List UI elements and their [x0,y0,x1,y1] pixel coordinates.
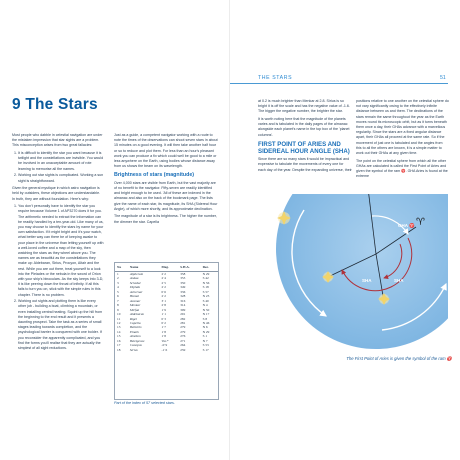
table-cell: 5 [117,289,119,294]
table-cell: 10 [117,312,121,317]
table-body [115,272,218,353]
table-cell: 309 [180,307,186,312]
table-cell: N 56 [202,280,210,285]
table-cell: 358 [180,272,186,276]
sha-label-left: SHA [362,278,372,283]
table-cell: 291 [180,312,186,317]
table-cell: 0·2 [161,320,167,325]
table-cell: 6 [117,294,119,299]
table-cell: 279 [180,329,186,334]
table-cell: Bellatrix [129,325,142,330]
table-cell: 271 [180,338,186,343]
table-cell: 1·8 [161,329,167,334]
table-cell: 8 [117,303,119,308]
table-caption: Part of the index of 57 selected stars. [114,401,175,405]
table-cell: 7 [117,298,119,303]
table-cell: S 53 [202,343,209,348]
table-cell: Mirfak [129,307,140,312]
figure-caption: The First Point of Aries is given the symbol of the ram ♈ [346,356,452,361]
table-cell: -0·9 [161,343,168,348]
table-cell: S 40 [202,298,209,303]
reason-item: 2. Working out sights and plotting them is like every other job - building a boat, climbing a mountain, or even installing central heating. Squint up the hill from the beginning to the end result and it presents a daunting prospect. Take the task as a series of small stages leading towards completion, and the psychological barrier is conquered with one bolder. If you reconsider the apparently complicated, and you find the forms you'll realise that they are actually the simplest of all sight reductions. [18,299,104,351]
table-cell: N 29 [202,272,210,276]
table-cell: S 42 [202,276,209,281]
table-cell: 353 [180,276,186,281]
table-cell: 349 [180,285,186,290]
table-cell: Var.* [161,338,169,343]
table-cell: N 6 [202,325,208,330]
fallacy-item: 2. Working out star sights is complicated. Working a sun sight is straightforward. [18,173,104,183]
column-header: S.H.A. [178,263,200,272]
table-cell: S 18 [202,285,209,290]
table-cell: 2·2 [161,294,167,299]
gha-aries-label: GHA ♈ [398,223,415,228]
chapter-title: 9 The Stars [12,96,98,113]
running-head-rule [230,83,448,84]
column-header: Name [128,263,160,272]
table-cell: S 1 [202,334,208,339]
table-cell: 14 [117,329,121,334]
table-cell: 2·8 [161,303,167,308]
table-cell: -1·6 [161,347,168,352]
section-heading: Brightness of stars (magnitude) [114,172,195,179]
sha-label-right: SHA [394,278,404,283]
column-header: No [115,263,128,272]
fallacy-list [12,151,104,184]
table-cell: 1·1 [161,312,167,317]
table-cell: 2·2 [161,285,167,290]
table-cell: Hamal [129,294,140,299]
table-cell: 281 [180,320,186,325]
table-cell: 316 [180,298,186,303]
table-cell: 1 [117,272,119,276]
table-cell: Diphda [129,285,140,290]
table-cell: Capella [129,320,141,325]
table-cell: 264 [180,343,186,348]
table-row [115,348,218,352]
aries-sha-diagram [258,194,448,354]
table-cell: 3·1 [161,298,167,303]
page-number: 51 [440,75,446,81]
table-cell: 279 [180,325,186,330]
table-cell: 0·3 [161,316,167,321]
table-cell: Menkar [129,303,141,308]
table-cell: 1·8 [161,334,167,339]
table-cell: 336 [180,289,186,294]
paragraph: Since there are so many stars it would be impractical and expensive to tabulate the movements of every one for each day of the year. Despite the expanding universe, their [258,157,352,172]
table-cell: 3 [117,280,119,285]
paragraph: positions relative to one another on the celestial sphere do not vary significantly owing to the effectively infinite distance between us and them. The declinations of the stars remain the same throughout the year as the Earth moves round its microscopic orbit, but as it turns beneath them once a day, their GHAs advance with a marvellous regularity. Since the stars are a fixed angular distance apart, their GHAs all proceed at the same rate. So if the movement of just one is tabulated and the angles from this to all the others are known, it is a simple matter to work out their GHAs at any given time. [356,99,449,156]
table-cell: Aldebaran [129,312,145,317]
table-cell: Alpheratz [129,272,143,276]
table-cell: 2·2 [161,272,167,276]
table-cell: N 7 [202,338,208,343]
table-cell: 0·6 [161,289,167,294]
paragraph: Just as a guide, a competent navigator working with a route to note the times of the observations can shoot seven stars in about 15 minutes on a good evening. It will then take another half hour or so to reduce and plot them. For less than an hour's pleasant work you can produce a fix which could well be good to a mile or less anywhere on the Earth, using bodies whose distance away from us shows the beam on its wavelength. [114,133,218,169]
table-cell: 13 [117,325,121,330]
intro-paragraph: Most people who dabble in celestial navigation are under the mistaken impression that star sights are a problem. This misconception arises from two great fallacies: [12,133,103,148]
table-cell: Alnilam [129,334,141,339]
paragraph: Given the general mystique in which astro navigation is held by outsiders, these objections are understandable. In truth, they are without foundation. Here's why: [12,186,101,201]
table-cell: 2 [117,276,119,281]
table-cell: 9 [117,307,119,312]
star-index-table [114,262,219,400]
table-cell: 2·5 [161,280,167,285]
table-cell: 328 [180,294,186,299]
table-cell: 18 [117,347,121,352]
table-cell: 259 [180,347,186,352]
table-cell: 2·4 [161,276,167,281]
paragraph: Over 4,000 stars are visible from Earth, but the vast majority are of no benefit to the navigator. Fifty-seven are readily identified and bright enough to be used. 'All of these are indexed in the almanac and also on the back of the bookmark page. The lists give the name of each star, its magnitude, its SHA (Sidereal Hour Angle), of which more shortly, and its approximate declination. [114,180,218,211]
left-column-1 [12,133,104,354]
table-cell: Ankaa [129,276,139,281]
table-cell: N 46 [202,320,210,325]
table-cell: 1·7 [161,325,167,330]
table-cell: Canopus [129,343,142,348]
paragraph: The magnitude of a star is its brightness. The higher the number, the dimmer the star. Capella [114,214,217,224]
fallacy-item: 1. It is difficult to identify the star you want because it is twilight and the constellations are invisible. You would be involved in an unacceptable amount of rote learning to memorise all the names. [18,151,104,172]
table-cell: S 57 [202,289,209,294]
table-cell: S 17 [202,347,209,352]
table-cell: 16 [117,338,121,343]
table-cell: 17 [117,343,121,348]
table-cell: N 17 [202,312,210,317]
table-cell: 350 [180,280,186,285]
table-cell: Betelgeuse [129,338,145,343]
right-column-1 [258,99,352,175]
reason-item: 1. You don't personally have to identify the star you require because Volume 1 of AP3270 does it for you. The arithmetic needed to extract the information can be readily handled by a ten-year-old. Like many of us, you may choose to identify the stars by name for your own satisfaction. If it might bright and it's your watch, what better way can there be of keeping awake to your place in the universe than letting yourself up with a well-loved coffee and a map of the sky, then watching the stars as they wheel above you. The names are as beautiful as the constellations they make up: Aldebaran, Sirius, Procyon, Altair and the rest. While you are out there, treat yourself to a look into the Pleiades or the nebula in the sword of Orion with your ship's binoculars. As the sky keeps into 3-D, it is like peering down the throat of infinity. If all this fails to turn you on, stick with the simple rules in this chapter. There is no problem. [18,204,104,298]
table-cell: 11 [117,316,121,321]
table-cell: 314 [180,303,186,308]
column-header: Dec. [201,263,218,272]
paragraph: The point on the celestial sphere from which all the other GHAs are calculated is called the First Point of Aries and given the symbol of the ram ♈. GHA Aries is found at the extreme [356,158,448,179]
table-cell: 4 [117,285,119,290]
left-column-2 [114,133,218,227]
table-cell: N 29 [202,329,210,334]
aries-symbol-icon: ♈ [416,217,425,228]
table-cell: 1·9 [161,307,167,312]
table-cell: Acamar [129,298,141,303]
column-header: Mag. [159,263,178,272]
paragraph: at 0.2 is much brighter than Menkar at 2.8. Sirius is so bright it is off the scale and has the negative value of -1.6. The bigger the negative number, the brighter the star. [258,99,350,114]
reason-list [12,204,104,351]
paragraph: It is worth noting here that the magnitude of the planets varies and is tabulated in the daily pages of the almanac alongside each planet's name in the top box of the 'planet columns'. [258,117,350,137]
table-cell: 282 [180,316,186,321]
table-header-row [115,263,218,272]
table-cell: Elnath [129,329,139,334]
table-cell: Sirius [129,347,138,352]
running-head: THE STARS [258,75,293,81]
table-cell: S 8 [202,316,208,321]
section-heading: FIRST POINT OF ARIES AND SIDEREAL HOUR ANGLE (SHA) [258,140,350,156]
table-cell: Schedar [129,280,141,285]
table-cell: N 50 [202,307,210,312]
table-cell: Rigel [129,316,137,321]
right-column-2 [356,99,449,182]
table-cell: 15 [117,334,121,339]
table-cell: Achernar [129,289,143,294]
table-cell: N 4 [202,303,208,308]
table-cell: 12 [117,320,121,325]
table-cell: N 23 [202,294,210,299]
table-cell: 276 [180,334,186,339]
